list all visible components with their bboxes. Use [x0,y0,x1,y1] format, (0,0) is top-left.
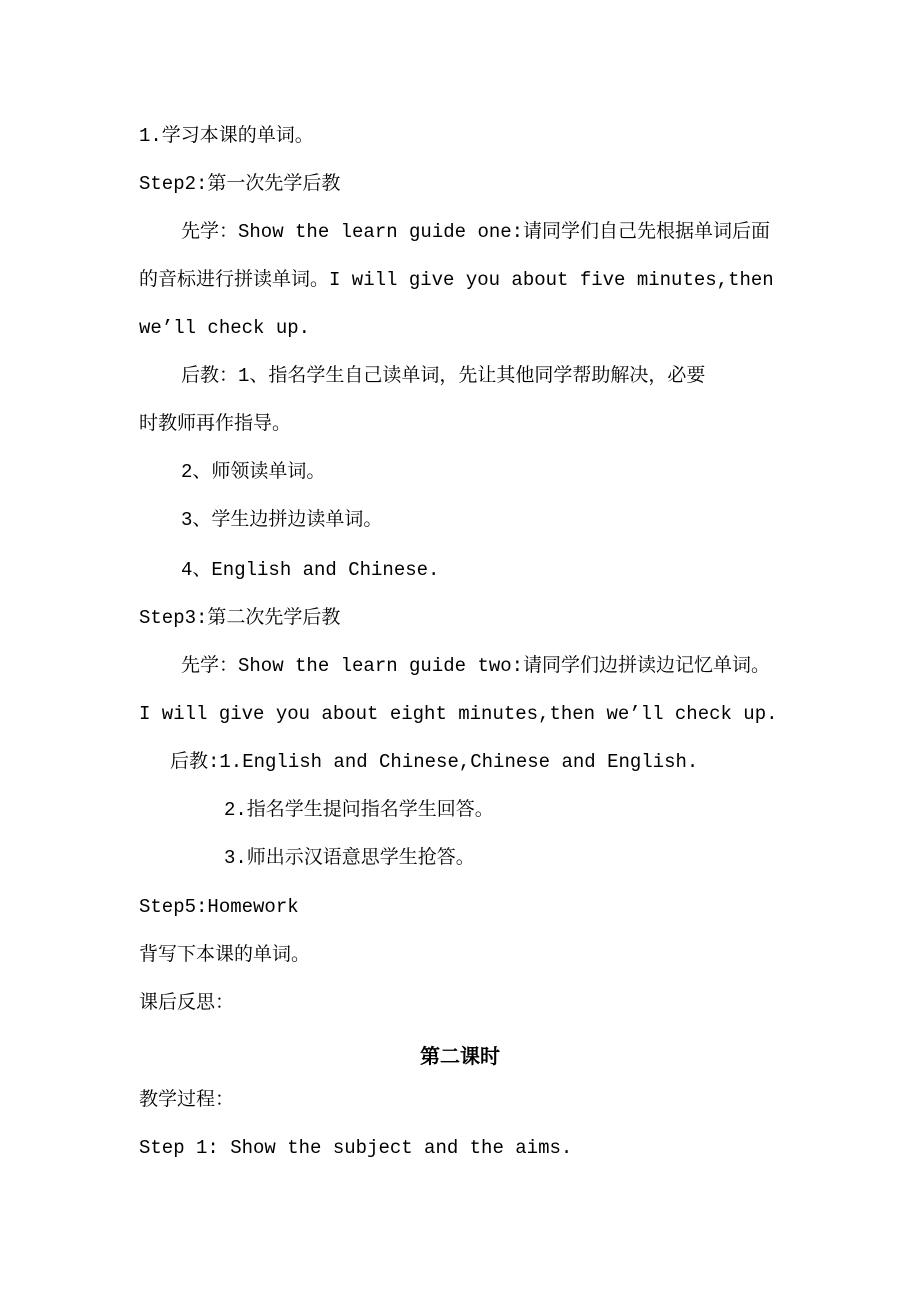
text-line: 先学：Show the learn guide one:请同学们自己先根据单词后面 [181,221,771,243]
text-line: 2、师领读单词。 [181,461,326,483]
text-line: 先学：Show the learn guide two:请同学们边拼读边记忆单词。 [181,655,771,677]
text-line: 背写下本课的单词。 [139,944,311,966]
text-line: 2.指名学生提问指名学生回答。 [224,799,494,821]
text-line: 后教:1.English and Chinese,Chinese and English. [170,751,699,773]
step-heading: Step 1: Show the subject and the aims. [139,1137,573,1159]
step-heading: Step3:第二次先学后教 [139,607,341,629]
section-title: 第二课时 [420,1044,500,1068]
text-line: 3.师出示汉语意思学生抢答。 [224,847,475,869]
text-line: 4、English and Chinese. [181,559,440,581]
step-heading: Step2:第一次先学后教 [139,173,341,195]
text-line: I will give you about eight minutes,then we’ll check up. [139,703,778,725]
step-heading: Step5:Homework [139,896,299,918]
text-line: 时教师再作指导。 [139,413,292,435]
text-line: 教学过程： [139,1089,235,1111]
text-line: 课后反思： [139,992,235,1014]
text-line: 1.学习本课的单词。 [139,125,314,147]
text-line: we’ll check up. [139,317,311,339]
text-line: 3、学生边拼边读单词。 [181,509,383,531]
text-line: 后教：1、指名学生自己读单词，先让其他同学帮助解决，必要 [181,365,706,387]
text-line: 的音标进行拼读单词。I will give you about five minutes,then [139,269,774,291]
